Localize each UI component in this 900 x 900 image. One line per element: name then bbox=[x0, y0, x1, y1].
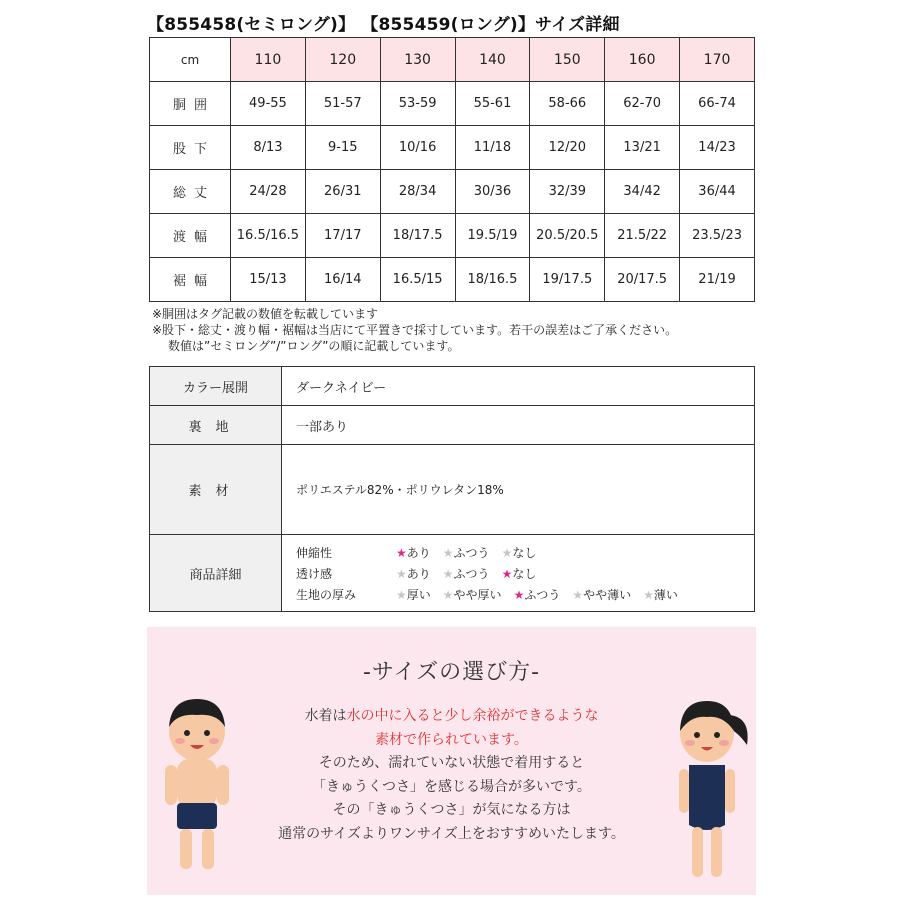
table-cell: 11/18 bbox=[455, 126, 530, 170]
rating-option bbox=[643, 586, 678, 603]
size-header: 120 bbox=[305, 38, 380, 82]
option-label: ふつう bbox=[524, 587, 561, 602]
girl-swimmer-illustration bbox=[667, 687, 757, 897]
star-icon: ★ bbox=[396, 566, 407, 581]
row-label: 総丈 bbox=[150, 170, 231, 214]
measurement-notes bbox=[152, 306, 677, 354]
detail-label: 生地の厚み bbox=[296, 587, 357, 602]
option-label: ふつう bbox=[453, 545, 490, 560]
guide-line bbox=[227, 705, 676, 729]
star-icon: ★ bbox=[572, 587, 584, 602]
rating-option bbox=[572, 586, 631, 603]
spec-value: ダークネイビー bbox=[282, 367, 755, 406]
option-label: なし bbox=[512, 545, 537, 560]
guide-line: そのため、濡れていない状態で着用すると bbox=[318, 755, 585, 771]
note-line: 数値は”セミロング”/”ロング”の順に記載しています。 bbox=[168, 339, 460, 353]
rating-option bbox=[443, 565, 490, 582]
table-cell: 8/13 bbox=[231, 126, 306, 170]
row-label: 渡幅 bbox=[150, 214, 231, 258]
option-label: 厚い bbox=[406, 587, 431, 602]
table-cell: 32/39 bbox=[530, 170, 605, 214]
rating-option bbox=[443, 544, 490, 561]
note-line: ※胴囲はタグ記載の数値を転載しています bbox=[152, 307, 379, 321]
option-label: やや厚い bbox=[453, 587, 502, 602]
guide-text bbox=[227, 705, 676, 846]
spec-label: カラー展開 bbox=[150, 367, 282, 406]
row-label: 股下 bbox=[150, 126, 231, 170]
option-label: ふつう bbox=[453, 566, 490, 581]
detail-label: 伸縮性 bbox=[296, 545, 333, 560]
table-cell: 28/34 bbox=[380, 170, 455, 214]
guide-line: 「きゅうくつさ」を感じる場合が多いです。 bbox=[312, 778, 591, 795]
table-cell: 62-70 bbox=[605, 82, 680, 126]
detail-row-sheerness bbox=[296, 563, 754, 584]
table-row bbox=[150, 82, 755, 126]
guide-text-span: 水着は bbox=[304, 708, 347, 724]
spec-table bbox=[149, 366, 755, 612]
size-header-row bbox=[150, 38, 755, 82]
table-cell: 58-66 bbox=[530, 82, 605, 126]
page-title: 【855458(セミロング)】 【855459(ロング)】サイズ詳細 bbox=[147, 15, 620, 35]
spec-row-color bbox=[150, 367, 755, 406]
spec-label: 商品詳細 bbox=[150, 535, 282, 612]
table-cell: 18/16.5 bbox=[455, 258, 530, 302]
size-guide-panel bbox=[147, 627, 756, 895]
table-cell: 24/28 bbox=[231, 170, 306, 214]
table-cell: 26/31 bbox=[305, 170, 380, 214]
table-cell: 13/21 bbox=[605, 126, 680, 170]
rating-option bbox=[502, 544, 537, 561]
size-header: 150 bbox=[530, 38, 605, 82]
row-label: 裾幅 bbox=[150, 258, 231, 302]
detail-label: 透け感 bbox=[296, 566, 333, 581]
star-icon: ★ bbox=[396, 545, 407, 560]
detail-row-stretch bbox=[296, 542, 754, 563]
table-cell: 20.5/20.5 bbox=[530, 214, 605, 258]
table-cell: 55-61 bbox=[455, 82, 530, 126]
spec-value: 一部あり bbox=[282, 406, 755, 445]
star-icon: ★ bbox=[643, 587, 654, 602]
table-cell: 21/19 bbox=[680, 258, 755, 302]
size-header: 170 bbox=[680, 38, 755, 82]
rating-option bbox=[443, 586, 502, 603]
table-cell: 19/17.5 bbox=[530, 258, 605, 302]
table-cell: 19.5/19 bbox=[455, 214, 530, 258]
table-cell: 51-57 bbox=[305, 82, 380, 126]
size-header: 140 bbox=[455, 38, 530, 82]
table-cell: 36/44 bbox=[680, 170, 755, 214]
guide-line: 通常のサイズよりワンサイズ上をおすすめいたします。 bbox=[278, 825, 625, 842]
table-cell: 16.5/15 bbox=[380, 258, 455, 302]
option-label: なし bbox=[512, 566, 537, 581]
rating-option bbox=[514, 586, 561, 603]
guide-highlight: 素材で作られています。 bbox=[375, 731, 528, 748]
table-row bbox=[150, 170, 755, 214]
spec-row-details bbox=[150, 535, 755, 612]
star-icon: ★ bbox=[442, 587, 454, 602]
spec-label: 裏地 bbox=[150, 406, 282, 445]
spec-row-lining bbox=[150, 406, 755, 445]
table-cell: 16/14 bbox=[305, 258, 380, 302]
rating-option bbox=[396, 565, 431, 582]
option-label: あり bbox=[406, 566, 431, 581]
table-cell: 34/42 bbox=[605, 170, 680, 214]
guide-line: その「きゅうくつさ」が気になる方は bbox=[332, 802, 571, 818]
spec-details bbox=[282, 535, 755, 612]
table-cell: 17/17 bbox=[305, 214, 380, 258]
table-cell: 49-55 bbox=[231, 82, 306, 126]
table-cell: 15/13 bbox=[231, 258, 306, 302]
table-cell: 30/36 bbox=[455, 170, 530, 214]
size-header: 160 bbox=[605, 38, 680, 82]
size-header: 130 bbox=[380, 38, 455, 82]
star-icon: ★ bbox=[396, 587, 407, 602]
note-line: ※股下・総丈・渡り幅・裾幅は当店にて平置きで採寸しています。若干の誤差はご了承ください。 bbox=[152, 323, 678, 337]
spec-value: ポリエステル82%・ポリウレタン18% bbox=[282, 445, 755, 535]
table-row bbox=[150, 258, 755, 302]
spec-label: 素材 bbox=[150, 445, 282, 535]
size-header: 110 bbox=[231, 38, 306, 82]
table-cell: 16.5/16.5 bbox=[231, 214, 306, 258]
unit-label: cm bbox=[150, 38, 231, 82]
table-cell: 10/16 bbox=[380, 126, 455, 170]
table-row bbox=[150, 214, 755, 258]
star-icon: ★ bbox=[501, 545, 513, 560]
option-label: やや薄い bbox=[583, 587, 632, 602]
table-cell: 18/17.5 bbox=[380, 214, 455, 258]
star-icon: ★ bbox=[513, 587, 525, 602]
table-cell: 66-74 bbox=[680, 82, 755, 126]
table-cell: 14/23 bbox=[680, 126, 755, 170]
table-cell: 23.5/23 bbox=[680, 214, 755, 258]
table-cell: 21.5/22 bbox=[605, 214, 680, 258]
row-label: 胴囲 bbox=[150, 82, 231, 126]
boy-swimmer-illustration bbox=[157, 687, 237, 887]
spec-row-material bbox=[150, 445, 755, 535]
guide-highlight: 水の中に入ると少し余裕ができるような bbox=[346, 708, 599, 724]
option-label: あり bbox=[406, 545, 431, 560]
table-row bbox=[150, 126, 755, 170]
table-cell: 12/20 bbox=[530, 126, 605, 170]
rating-option bbox=[502, 565, 537, 582]
rating-option bbox=[396, 586, 431, 603]
detail-row-thickness bbox=[296, 584, 754, 605]
size-table bbox=[149, 37, 755, 302]
table-cell: 53-59 bbox=[380, 82, 455, 126]
star-icon: ★ bbox=[442, 566, 454, 581]
star-icon: ★ bbox=[442, 545, 454, 560]
star-icon: ★ bbox=[501, 566, 513, 581]
option-label: 薄い bbox=[653, 587, 678, 602]
table-cell: 20/17.5 bbox=[605, 258, 680, 302]
table-cell: 9-15 bbox=[305, 126, 380, 170]
guide-title: -サイズの選び方- bbox=[362, 660, 541, 685]
rating-option bbox=[396, 544, 431, 561]
